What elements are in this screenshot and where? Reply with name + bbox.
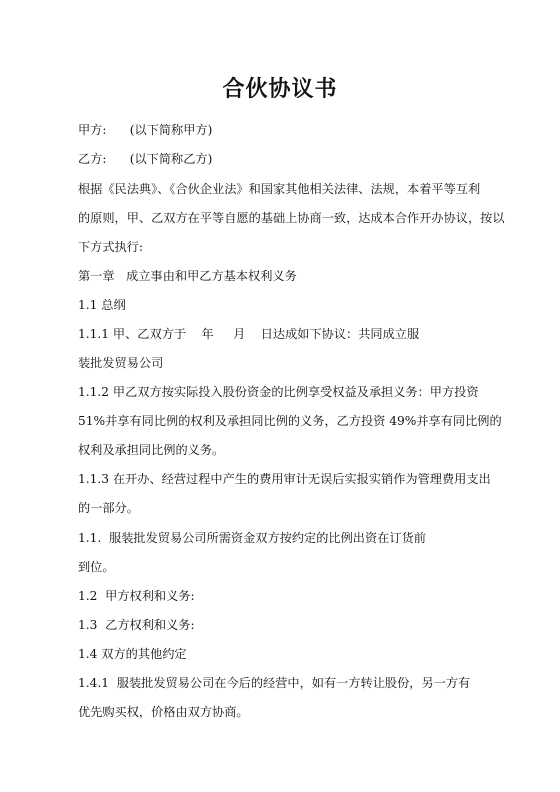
section-heading-1-4: 1.4 双方的其他约定 (78, 647, 187, 661)
section-heading-1-1: 1.1 总纲 (78, 298, 126, 312)
clause-1-1-3-line-2: 的一部分。 (78, 501, 139, 515)
party-a-line: 甲方: (以下简称甲方) (78, 123, 213, 137)
preamble-line-1: 根据《民法典》、《合伙企业法》和国家其他相关法律、法规，本着平等互利 (78, 182, 481, 196)
clause-1-1-line-2: 到位。 (78, 560, 115, 574)
section-heading-1-2: 1.2 甲方权利和义务: (78, 589, 195, 603)
document-title: 合伙协议书 (222, 76, 338, 102)
clause-1-4-1-line-1: 1.4.1 服装批发贸易公司在今后的经营中，如有一方转让股份，另一方有 (78, 676, 471, 690)
clause-1-1-3-line-1: 1.1.3 在开办、经营过程中产生的费用审计无误后实报实销作为管理费用支出 (78, 472, 491, 486)
clause-1-1-2-line-2: 51%并享有同比例的权利及承担同比例的义务，乙方投资 49%并享有同比例的 (78, 414, 502, 428)
clause-1-4-1-line-2: 优先购买权，价格由双方协商。 (78, 705, 249, 719)
section-heading-1-3: 1.3 乙方权利和义务: (78, 618, 195, 632)
clause-1-1-1-line-2: 装批发贸易公司 (78, 356, 164, 370)
clause-1-1-2-line-3: 权利及承担同比例的义务。 (78, 443, 225, 457)
chapter-heading: 第一章 成立事由和甲乙方基本权利义务 (78, 269, 297, 283)
clause-1-1-2-line-1: 1.1.2 甲乙双方按实际投入股份资金的比例享受权益及承担义务：甲方投资 (78, 385, 479, 399)
party-b-line: 乙方: (以下简称乙方) (78, 152, 213, 166)
preamble-line-3: 下方式执行: (78, 240, 144, 254)
clause-1-1-line-1: 1.1. 服装批发贸易公司所需资金双方按约定的比例出资在订货前 (78, 531, 426, 545)
clause-1-1-1-line-1: 1.1.1 甲、乙双方于 年 月 日达成如下协议：共同成立服 (78, 327, 420, 341)
preamble-line-2: 的原则，甲、乙双方在平等自愿的基础上协商一致，达成本合作开办协议，按以 (78, 211, 505, 225)
